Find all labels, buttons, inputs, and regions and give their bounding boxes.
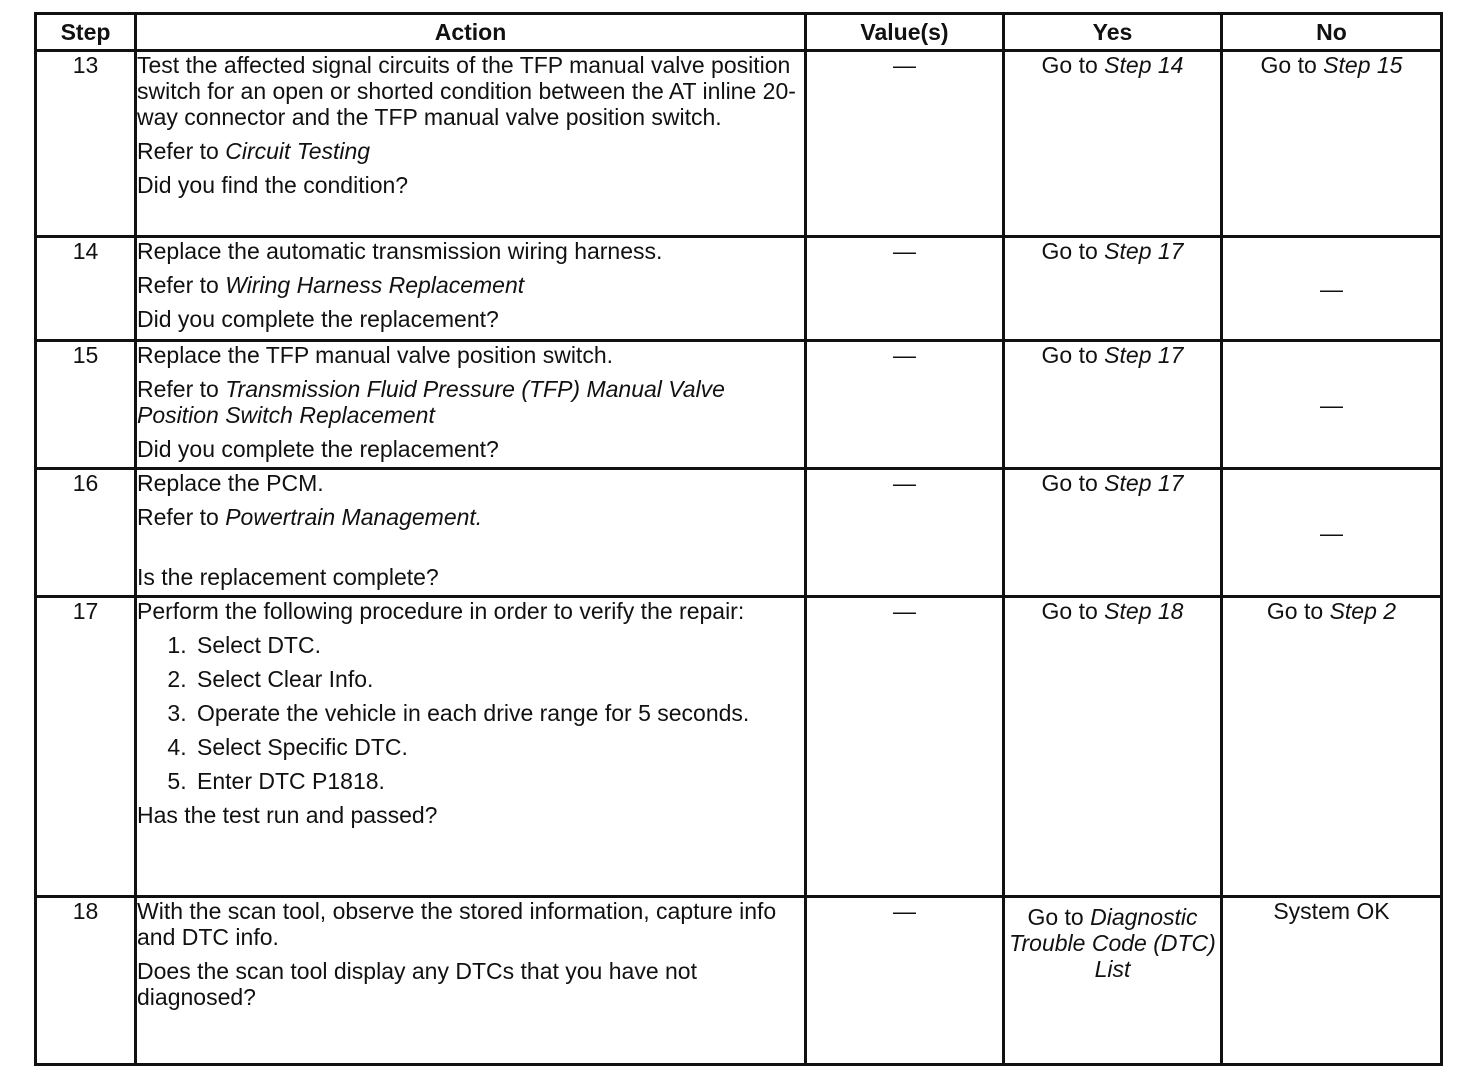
value-cell: — (806, 51, 1004, 237)
spacer (137, 538, 804, 564)
refer-link[interactable]: Powertrain Management. (225, 504, 483, 530)
list-item: 3. Operate the vehicle in each drive range for 5 seconds. (193, 700, 804, 726)
list-item: 1. Select DTC. (193, 632, 804, 658)
refer-line: Refer to Powertrain Management. (137, 504, 483, 530)
action-cell (136, 341, 806, 469)
yes-cell: Go to Step 14 (1004, 51, 1222, 237)
no-link[interactable]: Step 15 (1323, 52, 1403, 78)
no-cell: Go to Step 2 (1222, 597, 1442, 897)
action-text: Test the affected signal circuits of the TFP manual valve position switch for an open or shorted condition between the AT inline 20-way connector and the TFP manual valve position switch. (137, 52, 796, 130)
yes-link[interactable]: Diagnostic Trouble Code (DTC) List (1009, 904, 1216, 982)
action-text: Replace the PCM. (137, 470, 324, 496)
step-number: 18 (36, 897, 136, 1065)
header-action: Action (136, 14, 806, 51)
step-number: 16 (36, 469, 136, 597)
action-cell (136, 237, 806, 341)
no-cell: — (1222, 237, 1442, 341)
yes-link[interactable]: Step 17 (1104, 470, 1184, 496)
yes-link[interactable]: Step 18 (1104, 598, 1184, 624)
yes-cell: Go to Step 17 (1004, 469, 1222, 597)
action-text: With the scan tool, observe the stored information, capture info and DTC info. (137, 898, 777, 950)
yes-cell: Go to Step 17 (1004, 341, 1222, 469)
list-item: 5. Enter DTC P1818. (193, 768, 804, 794)
value-cell: — (806, 469, 1004, 597)
table-row (36, 597, 1442, 897)
action-text: Replace the TFP manual valve position switch. (137, 342, 614, 368)
step-number: 17 (36, 597, 136, 897)
question: Is the replacement complete? (137, 564, 439, 590)
yes-cell: Go to Step 18 (1004, 597, 1222, 897)
value-cell: — (806, 897, 1004, 1065)
question: Did you find the condition? (137, 172, 409, 198)
no-cell: — (1222, 469, 1442, 597)
question: Did you complete the replacement? (137, 306, 499, 332)
value-cell: — (806, 341, 1004, 469)
yes-link[interactable]: Step 14 (1104, 52, 1184, 78)
yes-cell: Go to Diagnostic Trouble Code (DTC) List (1004, 897, 1222, 1065)
table-row (36, 469, 1442, 597)
table-row (36, 51, 1442, 237)
step-number: 15 (36, 341, 136, 469)
header-yes: Yes (1004, 14, 1222, 51)
action-text: Perform the following procedure in order to verify the repair: (137, 598, 745, 624)
no-cell: — (1222, 341, 1442, 469)
table-row (36, 237, 1442, 341)
no-link[interactable]: Step 2 (1329, 598, 1397, 624)
action-cell (136, 469, 806, 597)
table-row (36, 897, 1442, 1065)
list-item: 2. Select Clear Info. (193, 666, 804, 692)
value-cell: — (806, 237, 1004, 341)
action-text: Replace the automatic transmission wiring harness. (137, 238, 663, 264)
question: Has the test run and passed? (137, 802, 438, 828)
value-cell: — (806, 597, 1004, 897)
yes-cell: Go to Step 17 (1004, 237, 1222, 341)
list-item: 4. Select Specific DTC. (193, 734, 804, 760)
refer-link[interactable]: Wiring Harness Replacement (225, 272, 525, 298)
step-number: 14 (36, 237, 136, 341)
question: Does the scan tool display any DTCs that you have not diagnosed? (137, 958, 697, 1010)
yes-link[interactable]: Step 17 (1104, 238, 1184, 264)
yes-link[interactable]: Step 17 (1104, 342, 1184, 368)
action-cell (136, 597, 806, 897)
header-step: Step (36, 14, 136, 51)
diagnostic-table (34, 12, 1443, 1066)
action-cell (136, 897, 806, 1065)
refer-line: Refer to Circuit Testing (137, 138, 371, 164)
refer-line: Refer to Wiring Harness Replacement (137, 272, 525, 298)
table-row (36, 341, 1442, 469)
action-cell (136, 51, 806, 237)
refer-link[interactable]: Transmission Fluid Pressure (TFP) Manual Valve Position Switch Replacement (137, 376, 725, 428)
header-no: No (1222, 14, 1442, 51)
question: Did you complete the replacement? (137, 436, 499, 462)
no-cell: Go to Step 15 (1222, 51, 1442, 237)
header-values: Value(s) (806, 14, 1004, 51)
header-row (36, 14, 1442, 51)
refer-line: Refer to Transmission Fluid Pressure (TFP) Manual Valve Position Switch Replacement (137, 376, 725, 428)
refer-link[interactable]: Circuit Testing (225, 138, 371, 164)
no-cell: System OK (1222, 897, 1442, 1065)
step-number: 13 (36, 51, 136, 237)
procedure-list (137, 632, 804, 794)
